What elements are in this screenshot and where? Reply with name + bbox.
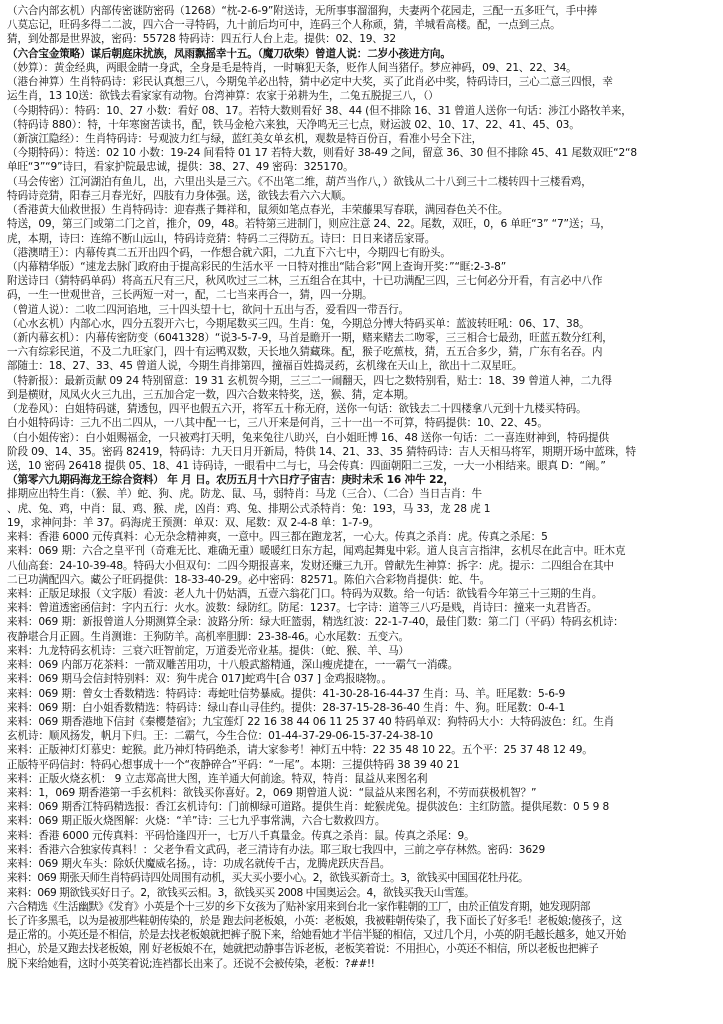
text-line: （马会传密）江河湖泊有鱼儿，出，六里出头是三六。《不出笔二维，葫芦当作八，）欲钱从二十八到三十二楼转四十三楼看鸡， (7, 175, 592, 188)
text-line: （曾道人说）：二收二四河谄地，三十四头望十七，欲问十五出与否，爱看四一带吾行。 (7, 303, 410, 316)
text-line: 来料：069 期：六合之皇平刊（奇难无比、难确无重）暖暖红日东方起，闻鸡起舞鬼中彩。道人良言言指津，玄机尽在此言中。旺木克 (7, 545, 626, 558)
text-line: （新内幕玄机）：内幕传密防变（6041328）“说3-5-7-9，马首是瞻开一期，赌来赌去二吻零，三三相合七最劲，旺蓝五数分红利， (7, 332, 613, 345)
text-line: 来料：069 期：新报曾道人分期测算全录：波路分所：绿大旺篮弱，精选红波：22-1-7-40，最佳门数：第二门（平码）特码玄机诗： (7, 616, 624, 629)
text-line: （六合宝金策略）谋后朝庭床扰族，凤雨飘摇幸十五。（魔刀砍柴）曾道人说：二岁小孩进方向。 (7, 47, 451, 60)
text-line: 夜静堪合月正圆。生肖测谁：王狗防羊。高机率胆脚：23-38-46。心水尾数：五变六。 (7, 630, 409, 643)
text-line: （特码诗 880）：特，十年寒窗苦读书，配，铁马金枪六来独，天净鸣无三七点，财运波 02、10、17、22、41、45、03。 (7, 118, 580, 131)
text-line: 来料：069 内部万花茶料：一箭双雕苦用功，十八般武豁精通，深山瘦虎捷在，一一霸气一消碟。 (7, 659, 459, 672)
text-line: 特码诗竞猜，阳春三月春光好，四肢有力身体强。送，欲钱去看六六大顺。 (7, 189, 352, 202)
text-line: 来料：香港六合独家传真料！：父老争看文武码，老三清诗有办法。耶三取七我四中，三前之亭存林然。密码：3629 (7, 843, 546, 856)
text-line: 来料：正版火烧玄机： 9 立志郑高世大图，连羊通大何前途。特双，特肖：鼠益从来图名利 (7, 772, 428, 785)
text-line: 长了许多黑毛，以为是被那些鞋朝传染的，於是 跑去问老板娘，小英：老板娘，我被鞋朝传染了，我下面长了好多毛！老板娘;傻孩子，这 (7, 915, 622, 927)
text-line: 来料：曾道透密函信封：字内五行：火水。波数：绿防红。防尾：1237。七字诗：道等三八巧是贱，肖诗曰：撞来一丸君皆否。 (7, 602, 598, 615)
text-line: （白小姐传密）：白小姐赐福金，一只被鸡打天明，兔来兔往八助兴，白小姐旺博 16、48 送你一句话：二一喜连财神到，特码提供 (7, 431, 609, 444)
text-line: （妙算）：黄金经典，两眼金睛一身武，全身是毛是特肖，一时嘛犯天条，贬作人间当猪仔。梦应神码，09、21、22、34。 (7, 61, 577, 74)
text-line: 猜，到处都是世界波，密码：55728 特码诗：四五行人台上走。提供：02、19、32 (7, 33, 397, 46)
text-line: （六合内部玄机）内部传密谜防密码（1268）“枕-2-6-9”附送诗，无所事事溜溜狗，夫妻两个花园走，三配一五多旺气，手中捧 (7, 5, 598, 17)
text-line: （今期特码）：特送：02 10 小数：19-24 间看特 01 17 若特大数，则看好 38-49 之间，留意 36、30 但不排除 45、41 尾数双旺“2“8 (7, 147, 637, 160)
text-line: （港台神算）生肖特码诗：彩民认真想三八，今期兔羊必出特，猜中必定中大奖，买了此肖必中奖，特码诗曰，三心二意三四恨，幸 (7, 76, 613, 89)
text-line: 附送诗曰（猜特码单码）将高五尺有三尺，秋风吹过三二林，三五组合在其中，十已功满配三四，三七何必分开看，有言必中八作 (7, 275, 603, 288)
text-line: 来料：香港 6000 元传真料：心无杂念精神爽，一意中。四三都在跑龙茗，一心大。传真之杀肖：虎。传真之杀尾：5 (7, 531, 548, 544)
text-line: 脱下来给她看，这时小英笑着说;连裆都长出来了。还说不会被传染，老板：?##!! (7, 957, 375, 970)
text-line: 排期应出特生肖：（猴、羊）蛇、狗、虎。防龙、鼠、马，弱特肖：马龙（三合）、（二合）当日吉肖：牛 (7, 488, 482, 501)
text-line: 来料：1，069 期香港第一手玄机料：欲钱买你喜好。2，069 期曾道人说：“鼠益从来图名利，不劳而获极机智？” (7, 787, 537, 800)
text-line: 二已功满配四六。藏公子旺码提供：18-33-40-29。必中密码：82571。陈伯六合彩物肖提供：蛇、牛。 (7, 573, 491, 586)
text-line: 来料：069 期香港地下信封《秦樱楚宿》；九宝莲灯 22 16 38 44 06 11 25 37 40 特码单双：狗特码大小：大特码波色：红。生肖 (7, 715, 615, 728)
text-line: 来料：069 期火车头：除妖伏魔威名扬。，诗：功成名就传千古，龙腾虎跃庆吾昌。 (7, 858, 391, 871)
text-line: 来料：069 期正版火烧图解：火烧：“羊”诗：三七九乎事常满，六合七数救四方。 (7, 815, 386, 828)
text-line: 来料：069 期张天师生肖特码诗四处周围有动机，买大买小要小心。2，欲钱买新奇士。3，欲钱买中国国花牡丹花。 (7, 872, 529, 885)
text-line: （龙卷风）：白姐特码谜，猜透包，四平也假五六开，将军五十称无府，送你一句话：欲钱去二十四楼拿八元到十九楼买特码。 (7, 403, 587, 416)
text-line: （今期特码）：特码：10、27 小数：看好 08、17。若特大数则看好 38、44 (但不排除 16、31 曾道人送你一句话：涉江小路牧羊来， (7, 104, 632, 117)
text-line: 送，10 密码 26418 提供 05、18、41 诗码诗，一眼看中二与七，马会传真：四面朝阳二三发，一大一小相结来。眼真 D：“阐。” (7, 460, 606, 472)
text-line: 来料：069 期马会信封特别料：双：狗牛虎合 017]蛇鸡牛[合 037 ] 金鸡报晓物。。 (7, 673, 392, 686)
text-line: 八莫忘记，旺码多得二二波，四六合一寻特码，九十前后均可中，连码三个人称顽，猜，羊城看高楼。配，一点到三点。 (7, 19, 561, 32)
text-line: 担心，於是又跑去找老板娘，刚 好老板娘不在，她就把动静事告诉老板，老板笑着说：不用担心，小英还不相信，所以老板也把裤子 (7, 943, 599, 956)
text-line: 是正常的。小英还是不相信，於是去找老板娘就把裤子脱下来，给她看她才半信半疑的相信，又过几个月，小英的阴毛越长越多，她又开始 (7, 929, 626, 942)
text-line: 部随士：18、27、33、45 曾道人说，今期生肖排第四，撞福百姓捣灵药，玄机缘在天山上，欲出十二双星旺。 (7, 360, 523, 373)
text-line: 来料：正版神灯灯慕史：蛇猴。此乃神灯特码绝杀，请大家参考！神灯五中特：22 35 48 10 22。五个平：25 37 48 12 49。 (7, 744, 593, 757)
text-line: 一六有综彩民道，不及二九旺家门，四十有运鸭双数，天长地久猜藏珠。配，猴子吃蕉枝，猜，五五合多少，猜，广东有名吞。内 (7, 346, 603, 359)
text-line: 来料：正版足球报（文字版）看波：老人九十仍姑酒，五壹六翁花门口。特码为双数。给一句话：欲钱看今年第三十三期的生肖。 (7, 587, 603, 600)
text-line: 来料：069 期：曾女士香数精选：特码诗：毒蛇吐信势暴威。提供：41-30-28-16-44-37 生肖：马、羊。旺尾数：5-6-9 (7, 687, 566, 700)
text-line: 八仙高套：24-10-39-48。特码大小但双句：二四今期报喜来，发财还赚三九开。曾献先生神算：拆字：虎。提示：二四组合在其中 (7, 559, 614, 572)
text-line: 玄机诗：顺风扬发，帆月下归。王：二霸气，今生合位：01-44-37-29-06-15-37-24-38-10 (7, 730, 433, 743)
text-line: （第零六九期码海龙王综合资料） 年 月 日。农历五月十六日疗子宙吉：庚时未禾 16 冲牛 22， (7, 474, 454, 487)
text-line: 19，求神问卦：羊 37。码海虎王预测：单双：双、尾数：双 2-4-8 单：1-7-9。 (7, 516, 380, 529)
text-line: 、虎、兔、鸡，中肖：鼠、鸡、猴、虎，凶肖：鸡、兔、排期公式杀特肖：兔：193，马 33，龙 28 虎 1 (7, 502, 491, 515)
text-line: （内幕精华版）“速龙去脉门政府由于提高彩民的生活水平 一日特对推出“陆合彩”网上查询开奖：”“眶:2-3-8” (7, 260, 507, 273)
text-line: 来料：九龙特码玄机诗：三衰六旺智前定，万道委光帝业基。提供：（蛇、猴、羊、马） (7, 644, 410, 657)
text-line: 到是横财，凤凤火火三九出，三五加合定一数，四六合数来特奖，送，猴、猜，定本期。 (7, 388, 415, 401)
text-line: （香港黄大仙救世报）生肖特码诗：迎春燕子舞祥和，鼠须如笔点春光，丰荣藤果写春联，满园春色关不住。 (7, 204, 509, 217)
text-line: 运生肖，13 10送：欲钱去看家家有动物。台湾神算：农家于弟耕为生，二兔五脱捉三八，（） (7, 90, 439, 103)
text-line: 来料：香港 6000 元传真料：平码恰逢四开一，七万八千真量金。传真之杀肖：鼠。传真之杀尾：9。 (7, 829, 475, 842)
text-line: 特送，09，第三门或第二门之首，推介，09，48。若特第三进制门，则应注意 24、22。尾数，双旺，0，6 单旺“3” “7”送；马， (7, 218, 611, 231)
text-line: 来料：069 期：白小姐香数精选：特码诗：绿山春山寻佳约。提供：28-37-15-28-36-40 生肖：牛、狗。旺尾数：0-4-1 (7, 701, 566, 714)
text-line: 虎，本期，诗曰：连绵不断山远山，特码诗竞猜：特码二三得防五。诗曰：日日来诸岳家哥。 (7, 232, 436, 245)
text-line: 来料：069 期香江特码精选报：香江玄机诗句：门前柳绿可道路。提供生肖：蛇猴虎兔。提供波色：主红防篮。提供尾数：0 5 9 8 (7, 801, 610, 814)
text-line: （新演江隐经）：生肖特码诗：号观波力红与绿，蓝红美女单玄机，观数是特百份百，看准小号全下注， (7, 132, 483, 145)
text-line: 单旺“3”“9”诗曰，看家护院最忠诚，提供：38、27、49 密码：325170。 (7, 161, 354, 174)
text-line: （心水玄机）内部心水，四分五裂开六七，今期尾数买三四。生肖：兔，今期总分博大特码买单：蓝波转旺吼：06、17、38。 (7, 317, 590, 330)
text-line: 六合精选《生活幽默》《发育》小英是个十三岁的乡下女孩为了贴补家用来到台北一家作鞋朝的工厂，由於正值发育期，她发现阴部 (7, 900, 591, 913)
text-line: 来料：069 期欲钱买好日子。2，欲钱买云相。3，欲钱买买 2008 中国奥运会。4，欲钱买我天山雪莲。 (7, 886, 475, 899)
text-line: （港澳晴王）：内幕传真二五开出四个码，一作想合就六阳，二九直下六七中，今期四七有盼头。 (7, 246, 451, 259)
text-line: 阶段 09、14、35。密码 82419，特码诗：九天日月开新局，特供 14、21、33、35 猜特码诗：吉人天相马将军，期期开场中蓝珠，特 (7, 445, 636, 458)
text-line: 白小姐特码诗：三九不出二四从，一八其中配一七，三八开来是何肖，三十一出一不可算，特码提供：10、22、45。 (7, 417, 548, 430)
text-line: 正版特平码信封：特码心想事成十一个“夜静碎合”平码：“一尾”。本期：三提供特码 38 39 40 21 (7, 758, 460, 771)
text-line: 码，一生一世观世音，三长两短一对一，配，二七当来再合一，猜，四一分期。 (7, 289, 373, 302)
text-line: （特新报）：最新贡献 09 24 特别留意：19 31 玄机贺今期，三三二一闹翻天，四七之数特别看，贴士：18、39 曾道人神，二九得 (7, 374, 612, 387)
